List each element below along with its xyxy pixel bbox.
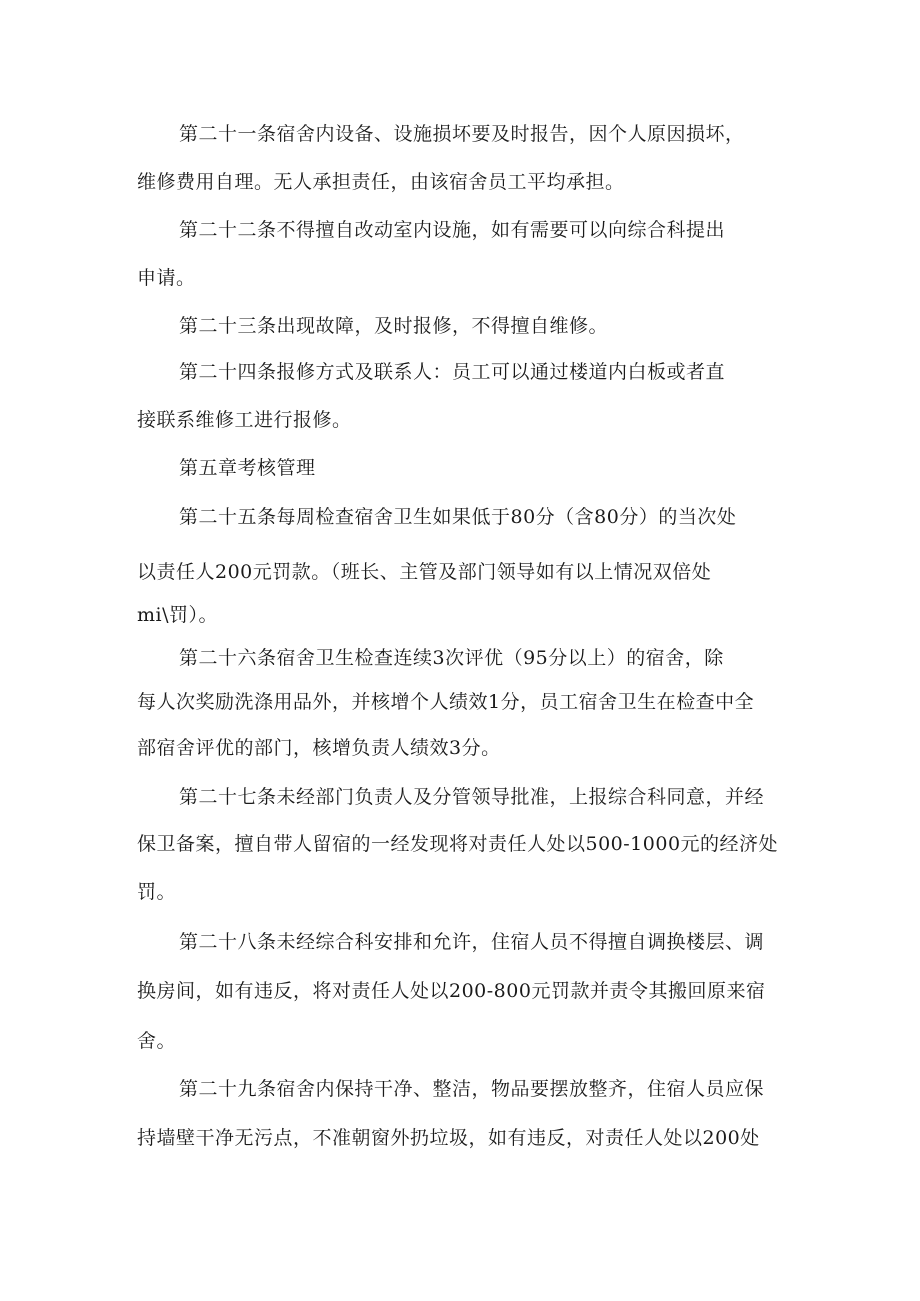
article-29-line-2: 持墙壁干净无污点，不准朝窗外扔垃圾，如有违反，对责任人处以200处: [137, 1127, 760, 1149]
article-24-line-2: 接联系维修工进行报修。: [137, 409, 352, 431]
article-28-line-2: 换房间，如有违反，将对责任人处以200-800元罚款并责令其搬回原来宿: [137, 980, 766, 1002]
article-25-line-3: mi\罚）。: [137, 604, 218, 626]
article-28-line-3: 舍。: [137, 1030, 177, 1052]
article-24-line-1: 第二十四条报修方式及联系人：员工可以通过楼道内白板或者直: [179, 361, 726, 383]
article-21-line-1: 第二十一条宿舍内设备、设施损坏要及时报告，因个人原因损坏，: [179, 123, 745, 145]
article-21-line-2: 维修费用自理。无人承担责任，由该宿舍员工平均承担。: [137, 171, 625, 193]
article-22-line-2: 申请。: [137, 267, 196, 289]
article-29-line-1: 第二十九条宿舍内保持干净、整洁，物品要摆放整齐，住宿人员应保: [179, 1078, 765, 1100]
article-26-line-2: 每人次奖励洗涤用品外，并核增个人绩效1分，员工宿舍卫生在检查中全: [137, 691, 755, 713]
article-25-line-2: 以责任人200元罚款。（班长、主管及部门领导如有以上情况双倍处: [137, 561, 712, 583]
article-23-line-1: 第二十三条出现故障，及时报修，不得擅自维修。: [179, 315, 609, 337]
article-25-line-1: 第二十五条每周检查宿舍卫生如果低于80分（含80分）的当次处: [179, 506, 737, 528]
article-27-line-3: 罚。: [137, 881, 177, 903]
article-27-line-1: 第二十七条未经部门负责人及分管领导批准，上报综合科同意，并经: [179, 786, 765, 808]
chapter-5-heading: 第五章考核管理: [179, 457, 316, 479]
article-26-line-1: 第二十六条宿舍卫生检查连续3次评优（95分以上）的宿舍，除: [179, 647, 724, 669]
article-27-line-2: 保卫备案，擅自带人留宿的一经发现将对责任人处以500-1000元的经济处: [137, 833, 779, 855]
article-22-line-1: 第二十二条不得擅自改动室内设施，如有需要可以向综合科提出: [179, 219, 726, 241]
article-26-line-3: 部宿舍评优的部门，核增负责人绩效3分。: [137, 737, 501, 759]
article-28-line-1: 第二十八条未经综合科安排和允许，住宿人员不得擅自调换楼层、调: [179, 931, 765, 953]
